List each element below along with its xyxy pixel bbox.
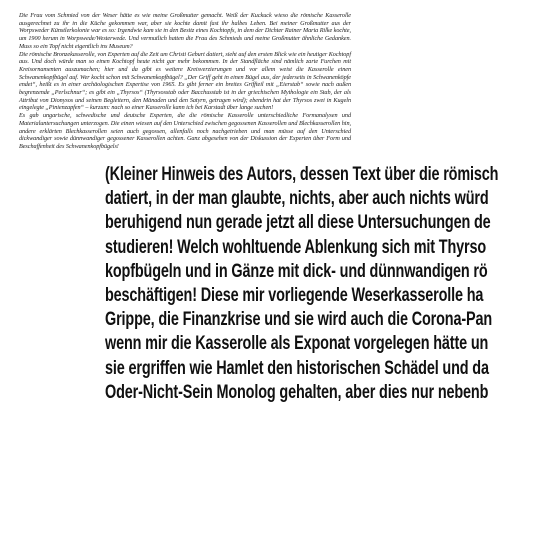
- author-note-line: beruhigend nun gerade jetzt all diese Untersuchungen de: [105, 211, 491, 234]
- author-note-line: sie ergriffen wie Hamlet den historischen Schädel und da: [105, 356, 489, 379]
- author-note-line: datiert, in der man glaubte, nichts, aber auch nichts würd: [105, 187, 489, 210]
- author-note-line: Grippe, die Finanzkrise und sie wird auch die Corona-Pan: [105, 308, 493, 331]
- author-note-line: kopfbügeln und in Gänze mit dick- und dünnwandigen rö: [105, 259, 488, 282]
- intro-paragraph: Es gab ungarische, schwedische und deutsche Experten, die die römische Kasserolle unterschiedliche Formanalysen und Materialuntersuchungen unterzogen. Die einen wiesen auf den Unterschied zwischen gegossenen Kasserollen und Blechkasserollen hin, andere erklärten Blechkasserollen seien auch gegossen, allenfalls noch nachgetrieben und man müsse auf den Unterschied dickwandiger sowie dünnwandiger gegossener Kasserollen achten. Ganz abgesehen von der Diskussion der Experten über Form und Beschaffenheit des Schwanenkopfbügels!: [19, 112, 351, 150]
- intro-paragraph: Die Frau vom Schmied von der Weser hätte es wie meine Großmutter gemacht. Weiß der Kuckuck wieso die römische Kasserolle ausgerechnet zu ihr in die Küche gekommen war, aber sie kochte damit fast ihr halbes Leben. Bei meiner Großmutter aus der Worpsweder Künstlerkolonie war es so: Irgendwie kam sie in den Besitz eines Kochtopfs, in dem der Dichter Rainer Maria Rilke kochte, um 1900 herum in Worpswede/Westerwede. Und vermutlich hatten die Frau des Schmieds und meine Großmutter ähnliche Gedanken. Muss so ein Topf nicht eigentlich ins Museum?: [19, 12, 351, 50]
- author-note-block: [105, 162, 499, 404]
- author-note-line: Oder-Nicht-Sein Monolog gehalten, aber dies nur nebenb: [105, 380, 489, 403]
- author-note-line: (Kleiner Hinweis des Autors, dessen Text über die römisch: [105, 163, 499, 185]
- intro-text-block: [19, 12, 351, 151]
- intro-paragraph: Die römische Bronzekasserolle, von Experten auf die Zeit um Christi Geburt datiert, sieht auf den ersten Blick wie ein heutiger Kochtopf aus. Und doch würde man so einen Kochtopf heute nicht gar mehr bekommen. In der Standfläche sind nämlich zarte Furchen mit Kreisornamenten auszumachen; hier und da gibt es weitere Kreisverzierungen und vor allem weist die Kasserolle einen Schwanenkopfbügel auf. Wer kocht schon mit Schwanenkopfbügel? „Der Griff geht in einen Bügel aus, der jederseits in Schwanenköpfe endet“, heißt es in einer archäologischen Expertise von 1965. Es gibt ferner ein breites Griffteil mit „Eierstab“ sowie nach außen begrenzende „Perlschnur“; es gibt ein „Thyrsos“ (Thyrsosstab oder Bacchusstab ist in der griechischen Mythologie ein Stab, der als Attribut von Dionysos und seinen Begleitern, den Mänaden und den Satyrn, getragen wird); ebendrin hat der Thyrsos zwei in Kugeln eingelegte „Pinienzapfen“ – kurzum: nach so einer Kasserolle kann ich bei Karstadt über lange suchen!: [19, 50, 351, 112]
- author-note-line: wenn mir die Kasserolle als Exponat vorgelegen hätte un: [105, 332, 489, 355]
- author-note-line: studieren! Welch wohltuende Ablenkung sich mit Thyrso: [105, 235, 487, 258]
- author-note-line: beschäftigen! Diese mir vorliegende Weserkasserolle ha: [105, 284, 484, 307]
